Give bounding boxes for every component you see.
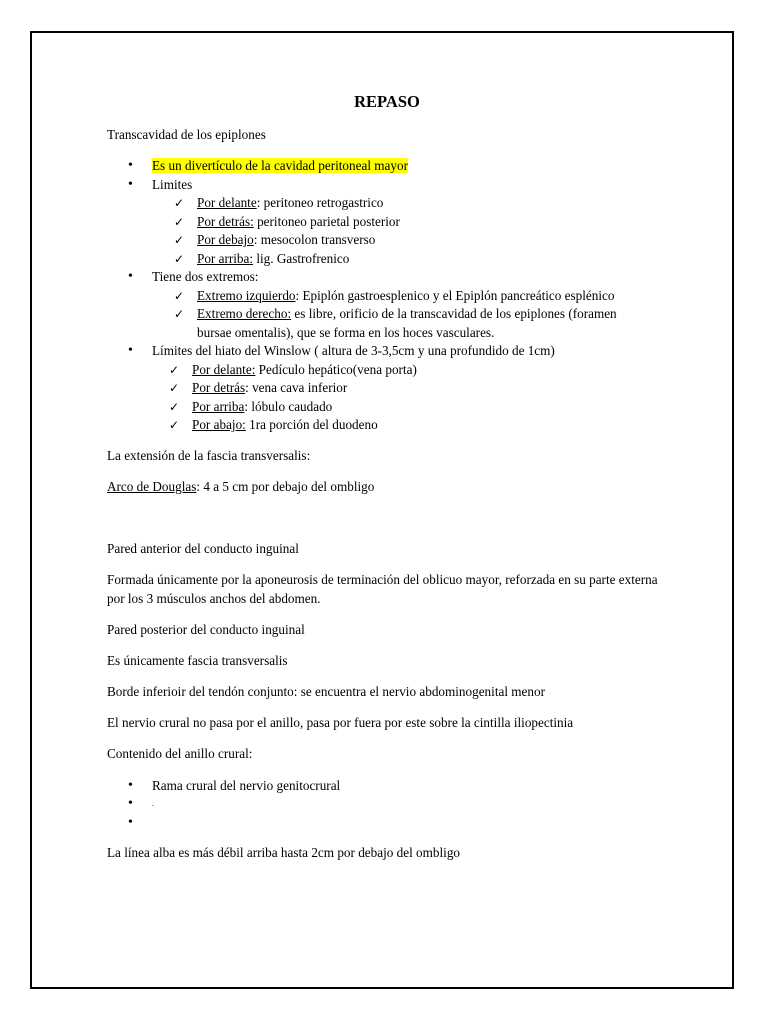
- check-item: ✓ Por arriba: lóbulo caudado: [107, 398, 667, 417]
- paragraph: Contenido del anillo crural:: [107, 746, 253, 762]
- paragraph: Pared posterior del conducto inguinal: [107, 622, 305, 638]
- check-item: ✓ Extremo derecho: es libre, orificio de la transcavidad de los epiplones (foramen bursae omentalis), que se forma en los hoces vasculares.: [107, 305, 667, 342]
- paragraph: Formada únicamente por la aponeurosis de terminación del oblicuo mayor, reforzada en su parte externa por los 3 músculos anchos del abdomen.: [107, 572, 658, 606]
- check-item: ✓ Por delante: Pedículo hepático(vena porta): [107, 361, 667, 380]
- crural-list: [107, 777, 667, 832]
- check-item: ✓ Por debajo: mesocolon transverso: [107, 231, 667, 250]
- paragraph: Pared anterior del conducto inguinal: [107, 541, 299, 557]
- check-item: ✓ Por delante: peritoneo retrogastrico: [107, 194, 667, 213]
- check-item: ✓ Por detrás: vena cava inferior: [107, 379, 667, 398]
- list-item: • .: [107, 795, 667, 814]
- list-item-empty: [107, 814, 667, 832]
- highlighted-text: Es un divertículo de la cavidad peritoneal mayor: [152, 158, 408, 174]
- check-item: ✓ Por abajo: 1ra porción del duodeno: [107, 416, 667, 435]
- list-item-limites: • Limites: [107, 176, 667, 195]
- paragraph-fascia: La extensión de la fascia transversalis:: [107, 448, 311, 464]
- document-body: [107, 92, 667, 875]
- blank-space: [107, 509, 667, 540]
- paragraph: Es únicamente fascia transversalis: [107, 653, 288, 669]
- limites-sublist: [107, 194, 667, 268]
- winslow-sublist: [107, 361, 667, 435]
- extremos-sublist: [107, 287, 667, 343]
- check-item: ✓ Extremo izquierdo: Epiplón gastroesplenico y el Epiplón pancreático esplénico: [107, 287, 667, 306]
- paragraph-closing: La línea alba es más débil arriba hasta 2cm por debajo del ombligo: [107, 844, 461, 860]
- paragraph-douglas: Arco de Douglas: 4 a 5 cm por debajo del ombligo: [107, 479, 375, 495]
- list-item: • Rama crural del nervio genitocrural: [107, 777, 667, 796]
- section-heading-transcavidad: Transcavidad de los epiplones: [107, 127, 266, 142]
- transcavidad-list: [107, 157, 667, 435]
- list-item-extremos: • Tiene dos extremos:: [107, 268, 667, 287]
- list-item-highlight: [107, 157, 667, 176]
- paragraph: El nervio crural no pasa por el anillo, pasa por fuera por este sobre la cintilla iliopectinia: [107, 715, 574, 731]
- list-item-winslow: • Límites del hiato del Winslow ( altura de 3-3,5cm y una profundido de 1cm): [107, 342, 667, 361]
- check-item: ✓ Por arriba: lig. Gastrofrenico: [107, 250, 667, 269]
- check-item: ✓ Por detrás: peritoneo parietal posterior: [107, 213, 667, 232]
- page-title: REPASO: [354, 92, 420, 111]
- paragraph: Borde inferioir del tendón conjunto: se encuentra el nervio abdominogenital menor: [107, 684, 545, 700]
